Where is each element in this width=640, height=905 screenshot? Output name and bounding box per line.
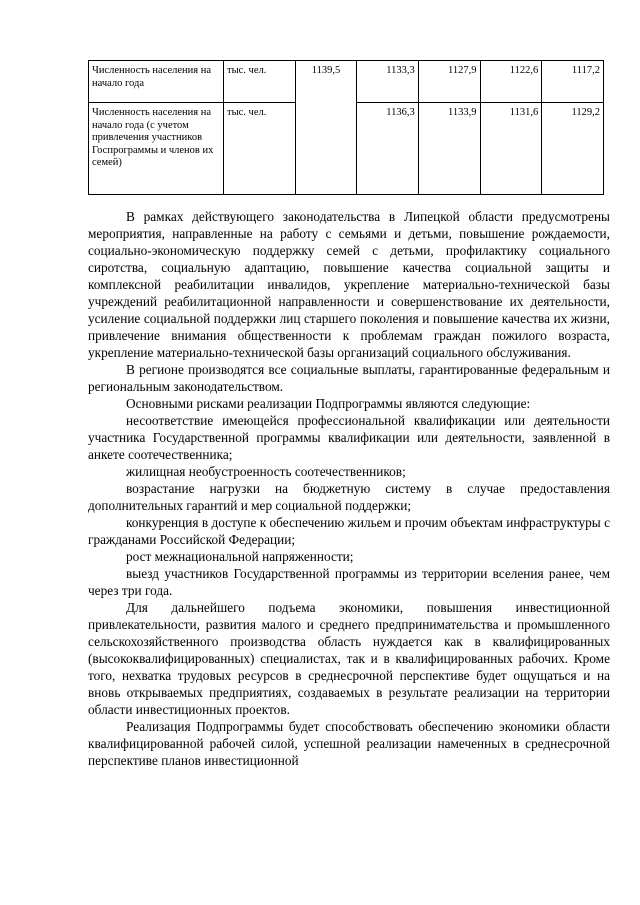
paragraph: Основными рисками реализации Подпрограммы являются следующие: [126, 396, 531, 411]
value-cell: 1129,2 [542, 103, 604, 195]
paragraph: В регионе производятся все социальные выплаты, гарантированные федеральным и региональным законодательством. [88, 362, 610, 394]
paragraph: В рамках действующего законодательства в Липецкой области предусмотрены мероприятия, направленные на работу с семьями и детьми, повышение рождаемости, социально-экономическую поддержку семей с детьми, профилактику социального сиротства, социальную адаптацию, повышение качества социальной защиты и комплексной реабилитации инвалидов, укрепление материально-технической базы учреждений реабилитационной направленности и совершенствование их деятельности, усиление социальной поддержки лиц старшего поколения и повышение качества их жизни, привлечение внимания общественности к проблемам граждан пожилого возраста, укрепление материально-технической базы организаций социального обслуживания. [88, 209, 610, 360]
row-name: Численность населения на начало года (с учетом привлечения участников Госпрограммы и членов их семей) [89, 103, 224, 195]
paragraph: Для дальнейшего подъема экономики, повышения инвестиционной привлекательности, развития малого и среднего предпринимательства и промышленного сельскохозяйственного производства область нуждается как в квалифицированных (высококвалифицированных) специалистах, так и в квалифицированных рабочих. Кроме того, нехватка трудовых ресурсов в среднесрочной перспективе будет ощущаться и на вновь открываемых предприятиях, создаваемых в результате реализации на территории области инвестиционных проектов. [88, 600, 610, 717]
row-unit: тыс. чел. [224, 103, 296, 195]
value-cell: 1131,6 [480, 103, 542, 195]
population-table [88, 60, 604, 195]
base-value-cell: 1139,5 [296, 61, 357, 195]
value-cell: 1127,9 [418, 61, 480, 103]
body-text [88, 208, 610, 769]
risk-item: несоответствие имеющейся профессиональной квалификации или деятельности участника Государственной программы квалификации или деятельности, заявленной в анкете соотечественника; [88, 413, 610, 462]
risk-item: возрастание нагрузки на бюджетную систему в случае предоставления дополнительных гарантий и мер социальной поддержки; [88, 481, 610, 513]
value-cell: 1136,3 [357, 103, 419, 195]
row-name: Численность населения на начало года [89, 61, 224, 103]
risk-item: жилищная необустроенность соотечественников; [126, 464, 406, 479]
value-cell: 1122,6 [480, 61, 542, 103]
paragraph: Реализация Подпрограммы будет способствовать обеспечению экономики области квалифицированной рабочей силой, успешной реализации намеченных в среднесрочной перспективе планов инвестиционной [88, 719, 610, 768]
value-cell: 1133,9 [418, 103, 480, 195]
value-cell: 1117,2 [542, 61, 604, 103]
value-cell: 1133,3 [357, 61, 419, 103]
risk-item: рост межнациональной напряженности; [126, 549, 354, 564]
risk-item: выезд участников Государственной программы из территории вселения ранее, чем через три года. [88, 566, 610, 598]
table-row [89, 61, 604, 103]
risk-item: конкуренция в доступе к обеспечению жильем и прочим объектам инфраструктуры с гражданами Российской Федерации; [88, 515, 610, 547]
row-unit: тыс. чел. [224, 61, 296, 103]
